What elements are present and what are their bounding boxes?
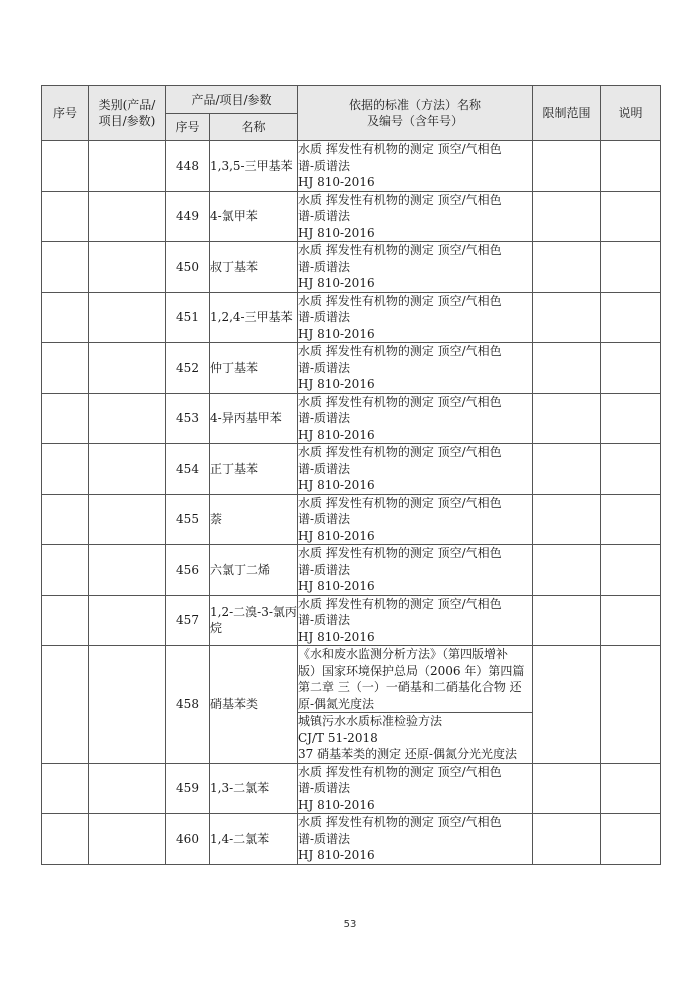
item-number: 449 (166, 191, 210, 242)
note-cell (601, 444, 661, 495)
table-row (42, 763, 661, 814)
note-cell (601, 646, 661, 764)
note-cell (601, 545, 661, 596)
item-number: 453 (166, 393, 210, 444)
limit-cell (533, 343, 601, 394)
seq-cell (42, 814, 89, 865)
seq-cell (42, 242, 89, 293)
limit-cell (533, 545, 601, 596)
limit-cell (533, 595, 601, 646)
header-seq: 序号 (42, 86, 89, 141)
seq-cell (42, 444, 89, 495)
table-row (42, 242, 661, 293)
table-row (42, 191, 661, 242)
table-row (42, 141, 661, 192)
standard-cell: 水质 挥发性有机物的测定 顶空/气相色 谱-质谱法 HJ 810-2016 (298, 242, 533, 293)
item-number: 452 (166, 343, 210, 394)
seq-cell (42, 646, 89, 764)
item-name: 叔丁基苯 (210, 242, 298, 293)
standard-cell-b: 城镇污水水质标准检验方法 CJ/T 51-2018 37 硝基苯类的测定 还原-偶氮分光光度法 (298, 713, 533, 764)
seq-cell (42, 595, 89, 646)
table-row (42, 494, 661, 545)
table-row (42, 343, 661, 394)
limit-cell (533, 494, 601, 545)
item-name: 1,4-二氯苯 (210, 814, 298, 865)
header-note: 说明 (601, 86, 661, 141)
standard-cell: 水质 挥发性有机物的测定 顶空/气相色 谱-质谱法 HJ 810-2016 (298, 763, 533, 814)
item-name: 4-异丙基甲苯 (210, 393, 298, 444)
table-row (42, 545, 661, 596)
note-cell (601, 393, 661, 444)
standard-cell: 水质 挥发性有机物的测定 顶空/气相色 谱-质谱法 HJ 810-2016 (298, 292, 533, 343)
item-name: 硝基苯类 (210, 646, 298, 764)
table-row (42, 444, 661, 495)
seq-cell (42, 763, 89, 814)
item-name: 正丁基苯 (210, 444, 298, 495)
category-cell (89, 292, 166, 343)
category-cell (89, 393, 166, 444)
category-cell (89, 646, 166, 764)
seq-cell (42, 191, 89, 242)
standards-table (41, 85, 661, 865)
category-cell (89, 595, 166, 646)
item-number: 457 (166, 595, 210, 646)
seq-cell (42, 292, 89, 343)
limit-cell (533, 444, 601, 495)
standard-cell: 水质 挥发性有机物的测定 顶空/气相色 谱-质谱法 HJ 810-2016 (298, 545, 533, 596)
note-cell (601, 141, 661, 192)
limit-cell (533, 242, 601, 293)
seq-cell (42, 545, 89, 596)
category-cell (89, 242, 166, 293)
limit-cell (533, 646, 601, 764)
seq-cell (42, 393, 89, 444)
header-standard: 依据的标准（方法）名称 及编号（含年号） (298, 86, 533, 141)
item-name: 1,3-二氯苯 (210, 763, 298, 814)
note-cell (601, 242, 661, 293)
item-name: 1,2,4-三甲基苯 (210, 292, 298, 343)
limit-cell (533, 141, 601, 192)
note-cell (601, 595, 661, 646)
limit-cell (533, 393, 601, 444)
category-cell (89, 191, 166, 242)
limit-cell (533, 814, 601, 865)
item-name: 萘 (210, 494, 298, 545)
item-number: 455 (166, 494, 210, 545)
item-name: 六氯丁二烯 (210, 545, 298, 596)
category-cell (89, 444, 166, 495)
item-number: 456 (166, 545, 210, 596)
header-limit: 限制范围 (533, 86, 601, 141)
table-row (42, 292, 661, 343)
item-number: 458 (166, 646, 210, 764)
item-number: 460 (166, 814, 210, 865)
limit-cell (533, 763, 601, 814)
item-number: 448 (166, 141, 210, 192)
item-name: 4-氯甲苯 (210, 191, 298, 242)
standard-cell: 水质 挥发性有机物的测定 顶空/气相色 谱-质谱法 HJ 810-2016 (298, 141, 533, 192)
limit-cell (533, 191, 601, 242)
note-cell (601, 191, 661, 242)
item-name: 1,3,5-三甲基苯 (210, 141, 298, 192)
standard-cell-a: 《水和废水监测分析方法》（第四版增补 版）国家环境保护总局（2006 年）第四篇 第二章 三（一）一硝基和二硝基化合物 还 原-偶氮光度法 (298, 646, 533, 713)
item-number: 451 (166, 292, 210, 343)
standard-cell: 水质 挥发性有机物的测定 顶空/气相色 谱-质谱法 HJ 810-2016 (298, 191, 533, 242)
table-row (42, 814, 661, 865)
item-name: 仲丁基苯 (210, 343, 298, 394)
category-cell (89, 763, 166, 814)
table-row (42, 595, 661, 646)
header-product-group: 产品/项目/参数 (166, 86, 298, 114)
table-row (42, 393, 661, 444)
standard-cell: 水质 挥发性有机物的测定 顶空/气相色 谱-质谱法 HJ 810-2016 (298, 393, 533, 444)
standard-cell: 水质 挥发性有机物的测定 顶空/气相色 谱-质谱法 HJ 810-2016 (298, 343, 533, 394)
item-number: 454 (166, 444, 210, 495)
standard-cell: 水质 挥发性有机物的测定 顶空/气相色 谱-质谱法 HJ 810-2016 (298, 444, 533, 495)
item-name: 1,2-二溴-3-氯丙烷 (210, 595, 298, 646)
seq-cell (42, 343, 89, 394)
standard-cell: 水质 挥发性有机物的测定 顶空/气相色 谱-质谱法 HJ 810-2016 (298, 814, 533, 865)
note-cell (601, 763, 661, 814)
note-cell (601, 814, 661, 865)
category-cell (89, 814, 166, 865)
note-cell (601, 343, 661, 394)
header-category: 类别(产品/ 项目/参数) (89, 86, 166, 141)
table-row (42, 646, 661, 713)
category-cell (89, 141, 166, 192)
standard-cell: 水质 挥发性有机物的测定 顶空/气相色 谱-质谱法 HJ 810-2016 (298, 595, 533, 646)
category-cell (89, 343, 166, 394)
note-cell (601, 292, 661, 343)
header-sub-seq: 序号 (166, 114, 210, 141)
item-number: 450 (166, 242, 210, 293)
item-number: 459 (166, 763, 210, 814)
page-number: 53 (343, 919, 357, 930)
category-cell (89, 545, 166, 596)
note-cell (601, 494, 661, 545)
seq-cell (42, 494, 89, 545)
seq-cell (42, 141, 89, 192)
standard-cell: 水质 挥发性有机物的测定 顶空/气相色 谱-质谱法 HJ 810-2016 (298, 494, 533, 545)
category-cell (89, 494, 166, 545)
header-sub-name: 名称 (210, 114, 298, 141)
limit-cell (533, 292, 601, 343)
